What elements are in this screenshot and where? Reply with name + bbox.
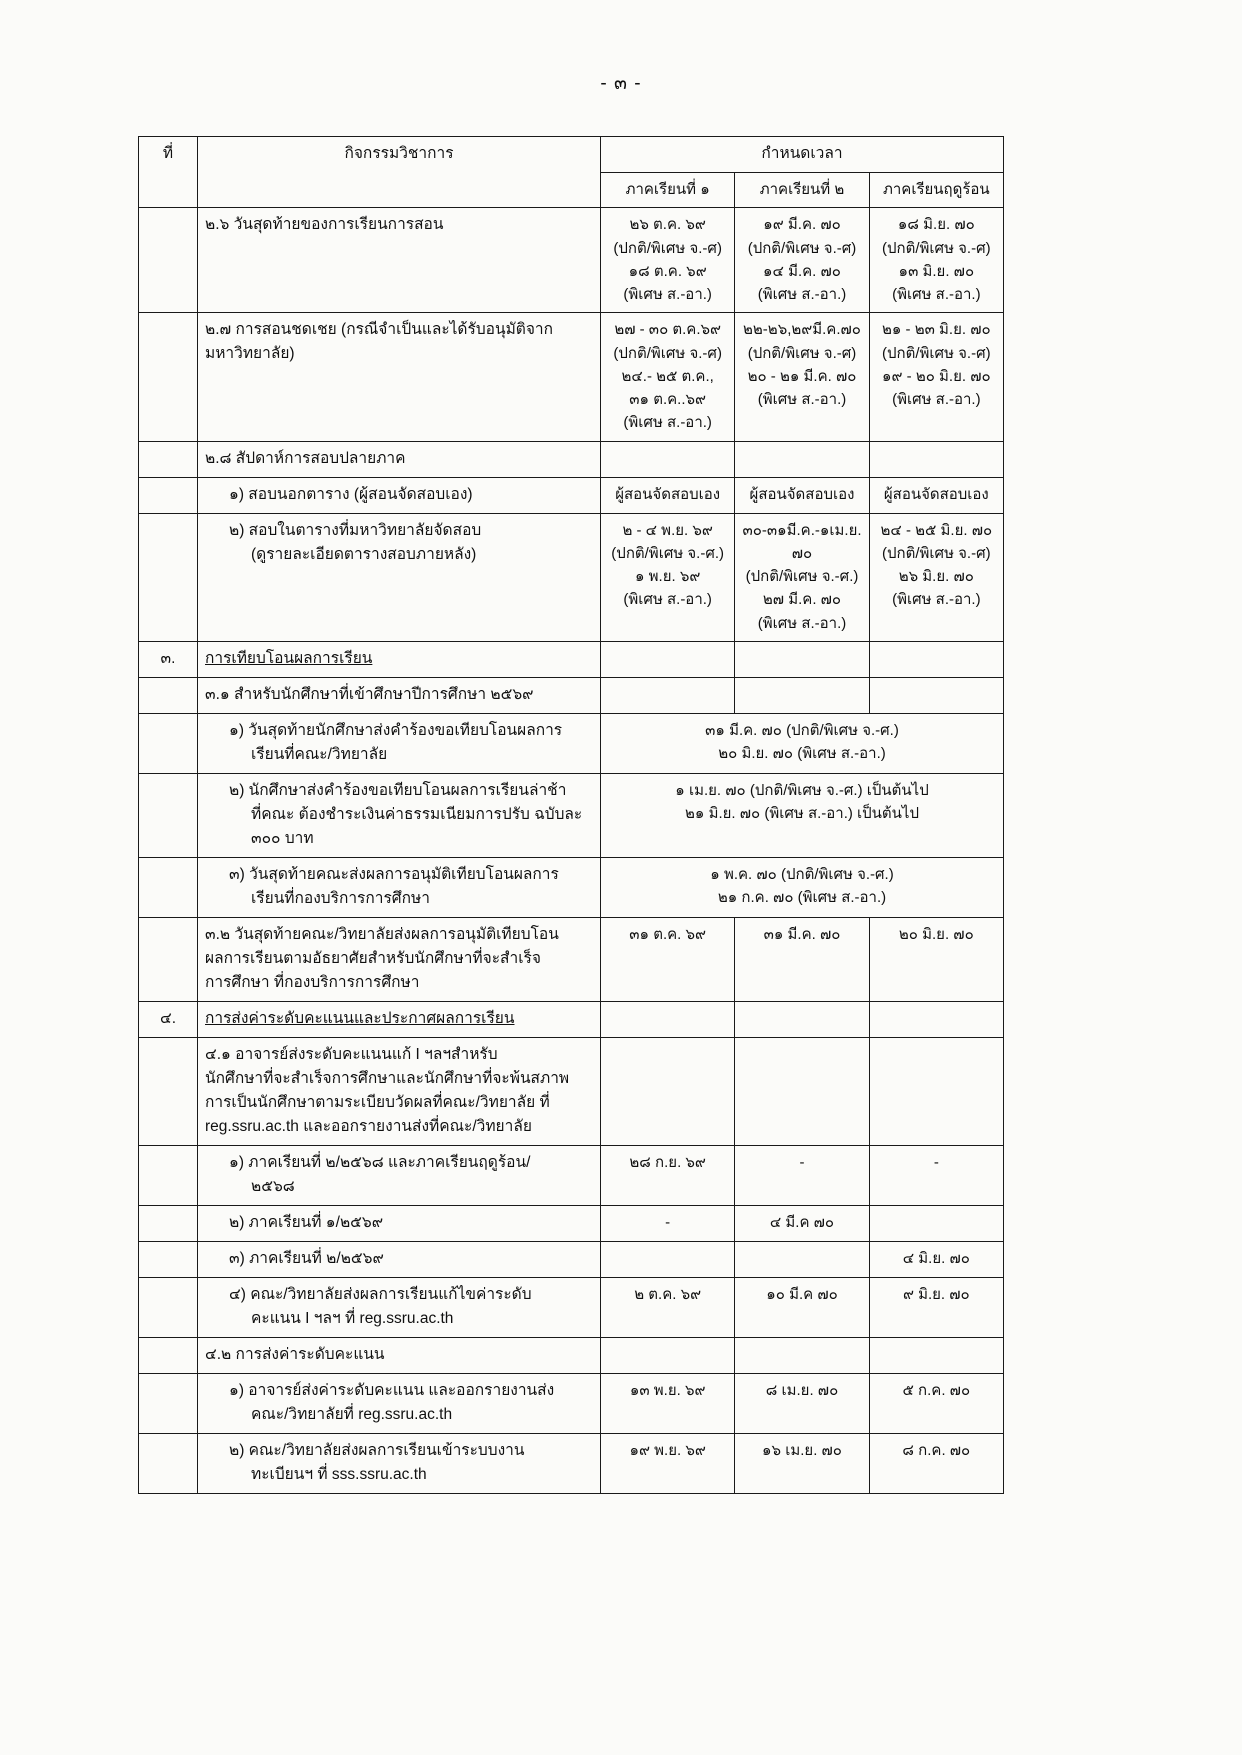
date-line: ๒๗ มี.ค. ๗๐ — [762, 591, 842, 609]
row-number — [139, 713, 198, 773]
date-line: ๑๘ มิ.ย. ๗๐ — [897, 216, 975, 234]
row-date-sem2 — [735, 1206, 869, 1242]
row-activity — [198, 1038, 601, 1146]
date-line: ๑๖ เม.ย. ๗๐ — [762, 1442, 842, 1460]
date-line: ๒๔ - ๒๕ มิ.ย. ๗๐ — [880, 521, 993, 539]
date-line: ๒๑ ก.ค. ๗๐ (พิเศษ ส.-อา.) — [717, 889, 887, 907]
row-activity — [198, 208, 601, 313]
row-date-sem1 — [601, 1001, 735, 1037]
activity-line: การเป็นนักศึกษาตามระเบียบวัดผลที่คณะ/วิทยาลัย ที่ — [205, 1094, 550, 1112]
date-line: ๒๔.- ๒๕ ต.ค., — [621, 367, 714, 385]
row-date-sem1 — [601, 1374, 735, 1434]
row-date-sem2 — [735, 313, 869, 441]
row-date-sem2 — [735, 208, 869, 313]
row-number — [139, 773, 198, 857]
row-date-sem2 — [735, 641, 869, 677]
date-line: ๒ - ๔ พ.ย. ๖๙ — [622, 521, 713, 539]
academic-calendar-table — [138, 136, 1004, 1494]
row-activity — [198, 641, 601, 677]
date-line: (ปกติ/พิเศษ จ.-ศ) — [882, 239, 991, 257]
activity-line: ๔) คณะ/วิทยาลัยส่งผลการเรียนแก้ไขค่าระดับ — [229, 1286, 532, 1304]
activity-line: การศึกษา ที่กองบริการการศึกษา — [205, 973, 420, 991]
row-activity — [198, 857, 601, 917]
row-number — [139, 441, 198, 477]
table-row — [139, 677, 1004, 713]
row-number — [139, 1242, 198, 1278]
date-line: (พิเศษ ส.-อา.) — [757, 286, 847, 304]
row-date-summer — [869, 641, 1003, 677]
row-activity — [198, 1434, 601, 1494]
activity-line: ๓.๒ วันสุดท้ายคณะ/วิทยาลัยส่งผลการอนุมัติเทียบโอน — [205, 925, 559, 943]
date-line: ๑๙ มี.ค. ๗๐ — [763, 216, 841, 234]
date-line: ๓๑ มี.ค. ๗๐ (ปกติ/พิเศษ จ.-ศ.) — [705, 721, 899, 739]
date-line: ๒ ต.ค. ๖๙ — [634, 1286, 702, 1304]
row-activity — [198, 1206, 601, 1242]
date-line: ๒๐ - ๒๑ มี.ค. ๗๐ — [747, 367, 857, 385]
date-line: ๒๖ มิ.ย. ๗๐ — [898, 568, 974, 586]
date-line: ๑ เม.ย. ๗๐ (ปกติ/พิเศษ จ.-ศ.) เป็นต้นไป — [675, 781, 929, 799]
activity-line: คณะ/วิทยาลัยที่ reg.ssru.ac.th — [251, 1406, 453, 1424]
activity-line: การส่งค่าระดับคะแนนและประกาศผลการเรียน — [205, 1009, 515, 1027]
row-number — [139, 208, 198, 313]
row-date-sem1 — [601, 917, 735, 1001]
date-line: ๑ พ.ค. ๗๐ (ปกติ/พิเศษ จ.-ศ.) — [710, 865, 894, 883]
row-activity — [198, 1278, 601, 1338]
table-row — [139, 313, 1004, 441]
row-date-sem1 — [601, 1278, 735, 1338]
date-line: (ปกติ/พิเศษ จ.-ศ.) — [611, 544, 725, 562]
activity-line: การเทียบโอนผลการเรียน — [205, 649, 373, 667]
table-body — [139, 208, 1004, 1494]
date-line: ๙ มิ.ย. ๗๐ — [902, 1286, 970, 1304]
activity-line: ที่คณะ ต้องชำระเงินค่าธรรมเนียมการปรับ ฉบับละ — [251, 805, 583, 823]
row-date-sem2 — [735, 1278, 869, 1338]
row-date-sem2 — [735, 441, 869, 477]
date-line: (ปกติ/พิเศษ จ.-ศ) — [613, 344, 722, 362]
activity-line: ๔.๑ อาจารย์ส่งระดับคะแนนแก้ I ฯลฯสำหรับ — [205, 1046, 498, 1063]
row-date-span — [601, 857, 1004, 917]
column-header-semester-2: ภาคเรียนที่ ๒ — [735, 173, 869, 208]
date-line: - — [933, 1154, 939, 1172]
row-date-summer — [869, 1038, 1003, 1146]
date-line: ๒๗ - ๓๐ ต.ค.๖๙ — [614, 321, 722, 339]
activity-line: ทะเบียนฯ ที่ sss.ssru.ac.th — [251, 1466, 427, 1484]
table-row — [139, 513, 1004, 641]
row-activity — [198, 513, 601, 641]
page-number: - ๓ - — [600, 73, 642, 94]
row-date-sem1 — [601, 1038, 735, 1146]
date-line: (พิเศษ ส.-อา.) — [623, 286, 712, 304]
row-date-sem2 — [735, 1338, 869, 1374]
date-line: ๓๑ ต.ค..๖๙ — [629, 391, 707, 409]
row-date-sem1 — [601, 313, 735, 441]
activity-line: ๔.๒ การส่งค่าระดับคะแนน — [205, 1346, 385, 1364]
date-line: ผู้สอนจัดสอบเอง — [749, 485, 855, 503]
date-line: ๒๐ มิ.ย. ๗๐ (พิเศษ ส.-อา.) — [718, 745, 886, 763]
row-date-summer — [869, 1206, 1003, 1242]
row-activity — [198, 441, 601, 477]
row-date-summer — [869, 1001, 1003, 1037]
row-date-sem2 — [735, 1374, 869, 1434]
row-number — [139, 313, 198, 441]
academic-calendar-table-wrap — [138, 136, 1004, 1494]
date-line: ๑ พ.ย. ๖๙ — [634, 568, 701, 586]
date-line: - — [665, 1214, 671, 1232]
row-date-span — [601, 713, 1004, 773]
activity-line: ๑) อาจารย์ส่งค่าระดับคะแนน และออกรายงานส่ง — [229, 1382, 555, 1400]
row-date-summer — [869, 677, 1003, 713]
table-row — [139, 208, 1004, 313]
row-date-sem2 — [735, 1242, 869, 1278]
activity-line: นักศึกษาที่จะสำเร็จการศึกษาและนักศึกษาที่จะพ้นสภาพ — [205, 1070, 570, 1088]
date-line: (พิเศษ ส.-อา.) — [623, 591, 712, 609]
column-header-activity: กิจกรรมวิชาการ — [198, 137, 601, 208]
date-line: ๗๐ — [791, 544, 813, 562]
table-row — [139, 857, 1004, 917]
activity-line: ๓.๑ สำหรับนักศึกษาที่เข้าศึกษาปีการศึกษา ๒๕๖๙ — [205, 685, 534, 703]
date-line: ๒๑ มิ.ย. ๗๐ (พิเศษ ส.-อา.) เป็นต้นไป — [685, 805, 919, 823]
row-date-summer — [869, 1434, 1003, 1494]
activity-line: มหาวิทยาลัย) — [205, 345, 295, 363]
row-date-sem2 — [735, 677, 869, 713]
date-line: ๑๙ พ.ย. ๖๙ — [629, 1442, 706, 1460]
date-line: (ปกติ/พิเศษ จ.-ศ) — [613, 239, 722, 257]
row-date-sem1 — [601, 1206, 735, 1242]
table-row — [139, 1434, 1004, 1494]
row-date-summer — [869, 208, 1003, 313]
activity-line: เรียนที่คณะ/วิทยาลัย — [251, 745, 388, 763]
activity-line: ๑) สอบนอกตาราง (ผู้สอนจัดสอบเอง) — [229, 485, 473, 503]
table-row — [139, 1206, 1004, 1242]
date-line: (พิเศษ ส.-อา.) — [757, 614, 847, 632]
row-date-sem1 — [601, 208, 735, 313]
row-date-summer — [869, 1242, 1003, 1278]
row-number — [139, 1434, 198, 1494]
row-date-summer — [869, 1374, 1003, 1434]
row-date-sem1 — [601, 677, 735, 713]
row-number — [139, 1338, 198, 1374]
row-activity — [198, 1242, 601, 1278]
table-row — [139, 1338, 1004, 1374]
table-row — [139, 1278, 1004, 1338]
row-date-sem2 — [735, 917, 869, 1001]
row-number — [139, 1206, 198, 1242]
row-activity — [198, 917, 601, 1001]
date-line: ๔ มิ.ย. ๗๐ — [902, 1250, 970, 1268]
table-row — [139, 1001, 1004, 1037]
date-line: ๑๓ มิ.ย. ๗๐ — [898, 262, 975, 280]
row-activity — [198, 1374, 601, 1434]
row-activity — [198, 477, 601, 513]
date-line: ๓๑ ต.ค. ๖๙ — [629, 925, 707, 943]
date-line: ๓๐-๓๑มี.ค.-๑เม.ย. — [742, 521, 862, 539]
date-line: (ปกติ/พิเศษ จ.-ศ) — [882, 544, 991, 562]
date-line: ๑๐ มี.ค ๗๐ — [766, 1286, 838, 1304]
row-date-sem2 — [735, 513, 869, 641]
column-header-time: กำหนดเวลา — [601, 137, 1004, 173]
row-number — [139, 513, 198, 641]
activity-line: ๒) คณะ/วิทยาลัยส่งผลการเรียนเข้าระบบงาน — [229, 1442, 525, 1460]
activity-line: ๑) ภาคเรียนที่ ๒/๒๕๖๘ และภาคเรียนฤดูร้อน/ — [229, 1154, 531, 1172]
row-date-summer — [869, 477, 1003, 513]
row-activity — [198, 677, 601, 713]
column-header-no: ที่ — [139, 137, 198, 208]
date-line: (ปกติ/พิเศษ จ.-ศ) — [882, 344, 991, 362]
table-header — [139, 137, 1004, 208]
row-date-sem2 — [735, 477, 869, 513]
row-date-summer — [869, 1278, 1003, 1338]
row-date-sem2 — [735, 1001, 869, 1037]
row-date-sem2 — [735, 1434, 869, 1494]
row-activity — [198, 1338, 601, 1374]
date-line: (พิเศษ ส.-อา.) — [892, 391, 981, 409]
date-line: - — [799, 1154, 805, 1172]
row-date-sem1 — [601, 513, 735, 641]
date-line: (ปกติ/พิเศษ จ.-ศ) — [747, 344, 857, 362]
row-date-sem2 — [735, 1038, 869, 1146]
column-header-semester-1: ภาคเรียนที่ ๑ — [601, 173, 735, 208]
activity-line: ๒.๖ วันสุดท้ายของการเรียนการสอน — [205, 216, 444, 234]
column-header-summer: ภาคเรียนฤดูร้อน — [869, 173, 1003, 208]
row-number — [139, 677, 198, 713]
table-row — [139, 1374, 1004, 1434]
date-line: ๑๓ พ.ย. ๖๙ — [629, 1382, 706, 1400]
table-row — [139, 641, 1004, 677]
date-line: ผู้สอนจัดสอบเอง — [615, 485, 721, 503]
row-date-summer — [869, 513, 1003, 641]
row-activity — [198, 713, 601, 773]
date-line: ๓๑ มี.ค. ๗๐ — [763, 925, 841, 943]
row-date-span — [601, 773, 1004, 857]
date-line: ๘ ก.ค. ๗๐ — [902, 1442, 971, 1460]
row-number — [139, 917, 198, 1001]
table-row — [139, 773, 1004, 857]
row-date-sem2 — [735, 1146, 869, 1206]
date-line: ๒๒-๒๖,๒๙มี.ค.๗๐ — [743, 321, 861, 339]
date-line: (พิเศษ ส.-อา.) — [892, 591, 981, 609]
activity-line: (ดูรายละเอียดตารางสอบภายหลัง) — [251, 545, 477, 563]
table-row — [139, 1146, 1004, 1206]
activity-line: ผลการเรียนตามอัธยาศัยสำหรับนักศึกษาที่จะสำเร็จ — [205, 949, 541, 967]
row-activity — [198, 1146, 601, 1206]
row-date-summer — [869, 441, 1003, 477]
date-line: (ปกติ/พิเศษ จ.-ศ) — [747, 239, 857, 257]
table-row — [139, 477, 1004, 513]
row-number: ๓. — [139, 641, 198, 677]
row-date-sem1 — [601, 477, 735, 513]
date-line: (พิเศษ ส.-อา.) — [757, 391, 847, 409]
table-row — [139, 441, 1004, 477]
row-date-sem1 — [601, 1338, 735, 1374]
date-line: ๘ เม.ย. ๗๐ — [765, 1382, 839, 1400]
activity-line: ๓) ภาคเรียนที่ ๒/๒๕๖๙ — [229, 1250, 384, 1268]
row-date-summer — [869, 917, 1003, 1001]
row-date-sem1 — [601, 441, 735, 477]
row-number — [139, 1038, 198, 1146]
date-line: ๑๘ ต.ค. ๖๙ — [628, 262, 707, 280]
date-line: ๒๑ - ๒๓ มิ.ย. ๗๐ — [881, 321, 991, 339]
table-row — [139, 917, 1004, 1001]
activity-line: ๒.๘ สัปดาห์การสอบปลายภาค — [205, 449, 406, 467]
table-header-row-1 — [139, 137, 1004, 173]
activity-line: ๓๐๐ บาท — [251, 829, 314, 847]
date-line: ๑๙ - ๒๐ มิ.ย. ๗๐ — [881, 367, 991, 385]
row-date-summer — [869, 1146, 1003, 1206]
row-date-sem1 — [601, 1434, 735, 1494]
table-row — [139, 713, 1004, 773]
row-number — [139, 857, 198, 917]
activity-line: เรียนที่กองบริการการศึกษา — [251, 889, 430, 907]
date-line: ๒๐ มิ.ย. ๗๐ — [898, 925, 974, 943]
row-date-sem1 — [601, 641, 735, 677]
activity-line: reg.ssru.ac.th และออกรายงานส่งที่คณะ/วิทยาลัย — [205, 1118, 532, 1136]
date-line: (ปกติ/พิเศษ จ.-ศ.) — [745, 568, 859, 586]
row-activity — [198, 773, 601, 857]
table-row — [139, 1038, 1004, 1146]
row-date-summer — [869, 1338, 1003, 1374]
date-line: ๔ มี.ค ๗๐ — [769, 1214, 835, 1232]
date-line: ๒๖ ต.ค. ๖๙ — [629, 216, 706, 234]
row-number — [139, 1146, 198, 1206]
table-row — [139, 1242, 1004, 1278]
activity-line: ๑) วันสุดท้ายนักศึกษาส่งคำร้องขอเทียบโอนผลการ — [229, 721, 563, 739]
row-date-summer — [869, 313, 1003, 441]
row-date-sem1 — [601, 1146, 735, 1206]
row-date-sem1 — [601, 1242, 735, 1278]
row-number — [139, 1374, 198, 1434]
date-line: ผู้สอนจัดสอบเอง — [883, 485, 989, 503]
row-activity — [198, 313, 601, 441]
date-line: ๑๔ มี.ค. ๗๐ — [763, 262, 841, 280]
row-number — [139, 1278, 198, 1338]
date-line: ๒๘ ก.ย. ๖๙ — [629, 1154, 706, 1172]
row-activity — [198, 1001, 601, 1037]
activity-line: ๒๕๖๘ — [251, 1178, 295, 1196]
date-line: ๕ ก.ค. ๗๐ — [902, 1382, 971, 1400]
activity-line: ๒) ภาคเรียนที่ ๑/๒๕๖๙ — [229, 1214, 384, 1232]
date-line: (พิเศษ ส.-อา.) — [623, 414, 712, 432]
date-line: (พิเศษ ส.-อา.) — [892, 286, 981, 304]
activity-line: ๓) วันสุดท้ายคณะส่งผลการอนุมัติเทียบโอนผลการ — [229, 865, 559, 883]
row-number — [139, 477, 198, 513]
activity-line: ๒) นักศึกษาส่งคำร้องขอเทียบโอนผลการเรียนล่าช้า — [229, 781, 567, 799]
activity-line: คะแนน I ฯลฯ ที่ reg.ssru.ac.th — [251, 1310, 454, 1328]
row-number: ๔. — [139, 1001, 198, 1037]
activity-line: ๒.๗ การสอนชดเชย (กรณีจำเป็นและได้รับอนุมัติจาก — [205, 321, 554, 339]
activity-line: ๒) สอบในตารางที่มหาวิทยาลัยจัดสอบ — [229, 521, 482, 539]
